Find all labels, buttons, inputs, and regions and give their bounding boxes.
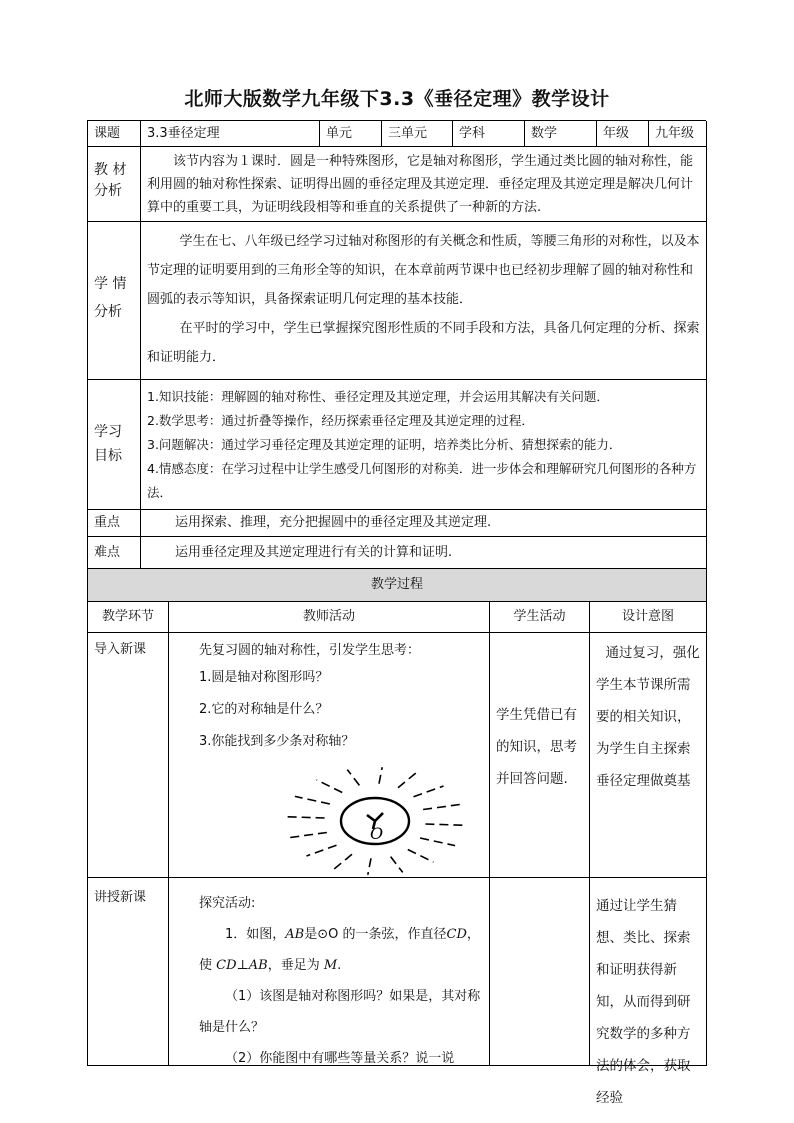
- subject-value: 数学: [525, 121, 597, 147]
- symmetry-axis-ray: [295, 796, 330, 804]
- symmetry-axis-ray: [425, 824, 464, 825]
- material-text: 该节内容为１课时．圆是一种特殊图形，它是轴对称图形，学生通过类比圆的轴对称性，能利用圆的轴对称性探索、证明得出圆的垂径定理及其逆定理．垂径定理及其逆定理是解决几何计算中的重要工具，为证明线段相等和垂直的关系提供了一种新的方法.: [141, 147, 707, 222]
- table-row-teacher: 探究活动: 1．如图，AB是⊙O 的一条弦，作直径CD，使 CD⊥AB，垂足为 M. （1）该图是轴对称图形吗？如果是，其对称轴是什么？ （2）你能图中有哪些等量关系？说一说: [169, 878, 490, 1066]
- goal-item: 1.知识技能：理解圆的轴对称性、垂径定理及其逆定理，并会运用其解决有关问题．: [147, 389, 609, 404]
- symmetry-axis-ray: [334, 854, 352, 869]
- key-text: 运用探索、推理，充分把握圆中的垂径定理及其逆定理.: [141, 510, 707, 537]
- topic-value: 3.3垂径定理: [141, 121, 320, 147]
- question-item: 2.它的对称轴是什么？: [199, 702, 329, 717]
- label-students: 学 情 分析: [88, 222, 141, 380]
- goal-item: 3.问题解决：通过学习垂径定理及其逆定理的证明，培养类比分析、猜想探索的能力．: [147, 437, 622, 452]
- circle-symmetry-figure: [277, 763, 467, 873]
- symmetry-axis-ray: [408, 850, 434, 863]
- unit-value: 三单元: [382, 121, 453, 147]
- difficult-text: 运用垂径定理及其逆定理进行有关的计算和证明.: [141, 537, 707, 569]
- col-header-teacher: 教师活动: [169, 602, 490, 633]
- table-row-stage: 讲授新课: [88, 878, 169, 1066]
- info-table: [87, 120, 706, 568]
- page-title: 北师大版数学九年级下3.3《垂径定理》教学设计: [184, 88, 610, 110]
- grade-value: 九年级: [649, 121, 707, 147]
- symmetry-axis-ray: [307, 845, 337, 856]
- goal-item: 2.数学思考：通过折叠等操作，经历探索垂径定理及其逆定理的过程．: [147, 413, 534, 428]
- symmetry-axis-ray: [368, 858, 371, 875]
- process-title: 教学过程: [88, 569, 707, 602]
- col-header-intent: 设计意图: [590, 602, 707, 633]
- label-unit: 单元: [320, 121, 382, 147]
- col-header-stage: 教学环节: [88, 602, 169, 633]
- center-label: O: [370, 824, 384, 843]
- bottom-rule: [87, 1065, 706, 1066]
- label-subject: 学科: [453, 121, 525, 147]
- students-text: 学生在七、八年级已经学习过轴对称图形的有关概念和性质，等腰三角形的对称性，以及本节定理的证明要用到的三角形全等的知识，在本章前两节课中也已经初步理解了圆的轴对称性和圆弧的表示等知识，具备探索证明几何定理的基本技能． 在平时的学习中，学生已掌握探究图形性质的不同手段和方法，具备几何定理的分析、探索和证明能力．: [141, 222, 707, 380]
- symmetry-axis-ray: [285, 817, 324, 818]
- symmetry-axis-ray: [317, 780, 343, 793]
- symmetry-axis-ray: [379, 767, 382, 784]
- symmetry-axis-ray: [420, 838, 455, 846]
- table-row-teacher: 先复习圆的轴对称性，引发学生思考： 1.圆是轴对称图形吗？ 2.它的对称轴是什么？ 3.你能找到多少条对称轴？ O: [169, 633, 490, 878]
- col-header-student: 学生活动: [490, 602, 590, 633]
- label-key: 重点: [88, 510, 141, 537]
- symmetry-axis-ray: [414, 786, 444, 797]
- goal-item: 4.情感态度：在学习过程中让学生感受几何图形的对称美．进一步体会和理解研究几何图形的各种方法．: [147, 461, 697, 500]
- process-table: [87, 568, 706, 1106]
- table-row-intent: 通过让学生猜想、类比、探索和证明获得新知，从而得到研究数学的多种方法的体会，获取经验: [590, 878, 707, 1066]
- table-row-student: 学生凭借已有的知识，思考并回答问题.: [490, 633, 590, 878]
- symmetry-axis-ray: [347, 770, 359, 786]
- label-grade: 年级: [597, 121, 649, 147]
- table-row-stage: 导入新课: [88, 633, 169, 878]
- label-topic: 课题: [88, 121, 141, 147]
- symmetry-axis-ray: [423, 804, 461, 809]
- table-row-intent: 通过复习，强化学生本节课所需要的相关知识，为学生自主探索垂径定理做奠基: [590, 633, 707, 878]
- table-row-student: [490, 878, 590, 1066]
- symmetry-axis-ray: [391, 857, 403, 873]
- symmetry-axis-ray: [289, 833, 327, 838]
- label-goals: 学习 目标: [88, 380, 141, 510]
- symmetry-axis-ray: [398, 773, 416, 788]
- label-material: 教 材 分析: [88, 147, 141, 222]
- question-item: 3.你能找到多少条对称轴？: [199, 734, 355, 749]
- goals-list: [141, 380, 707, 510]
- label-difficult: 难点: [88, 537, 141, 569]
- question-item: 1.圆是轴对称图形吗？: [199, 670, 329, 685]
